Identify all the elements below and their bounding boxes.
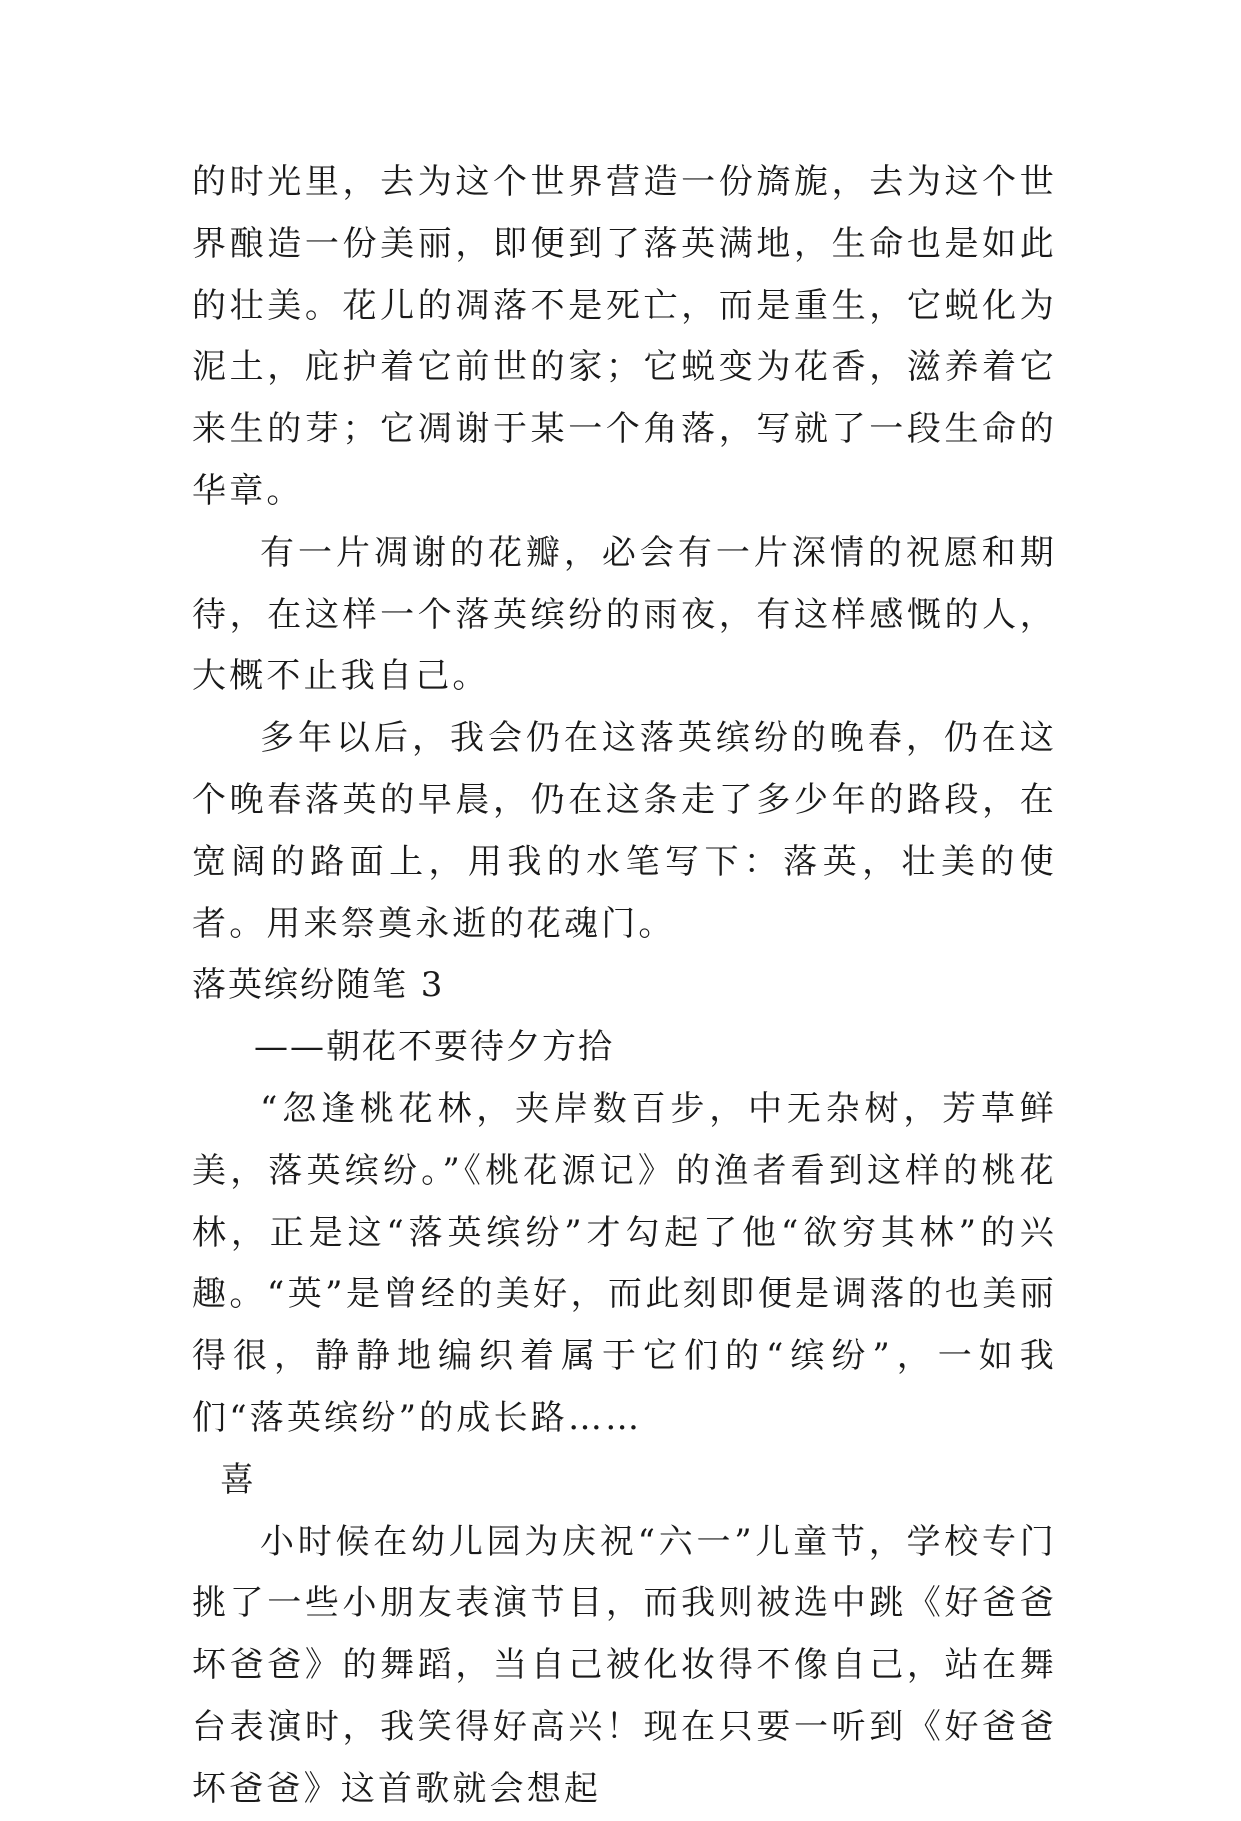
section-title: 落英缤纷随笔 3: [192, 965, 445, 1006]
paragraph-continued: 的时光里，去为这个世界营造一份旖旎，去为这个世界酿造一份美丽，即便到了落英满地，生命也是如此的壮美。花儿的凋落不是死亡，而是重生，它蜕化为泥土，庇护着它前世的家；它蜕变为花香，滋养着它来生的芽；它凋谢于某一个角落，写就了一段生命的华章。: [192, 162, 1057, 511]
section-subtitle: ——朝花不要待夕方拾: [254, 1027, 614, 1068]
paragraph: 多年以后，我会仍在这落英缤纷的晚春，仍在这个晚春落英的早晨，仍在这条走了多少年的路段，在宽阔的路面上，用我的水笔写下：落英，壮美的使者。用来祭奠永逝的花魂门。: [192, 718, 1057, 944]
paragraph: 有一片凋谢的花瓣，必会有一片深情的祝愿和期待，在这样一个落英缤纷的雨夜，有这样感慨的人，大概不止我自己。: [192, 532, 1057, 697]
part-label: 喜: [220, 1459, 258, 1500]
paragraph: “忽逢桃花林，夹岸数百步，中无杂树，芳草鲜美，落英缤纷。”《桃花源记》的渔者看到这样的桃花林，正是这“落英缤纷”才勾起了他“欲穷其林”的兴趣。“英”是曾经的美好，而此刻即便是调落的也美丽得很，静静地编织着属于它们的“缤纷”，一如我们“落英缤纷”的成长路……: [192, 1088, 1057, 1438]
paragraph: 小时候在幼儿园为庆祝“六一”儿童节，学校专门挑了一些小朋友表演节目，而我则被选中跳《好爸爸坏爸爸》的舞蹈，当自己被化妆得不像自己，站在舞台表演时，我笑得好高兴！现在只要一听到《好爸爸坏爸爸》这首歌就会想起: [192, 1521, 1057, 1809]
document-body: [192, 152, 1057, 1821]
